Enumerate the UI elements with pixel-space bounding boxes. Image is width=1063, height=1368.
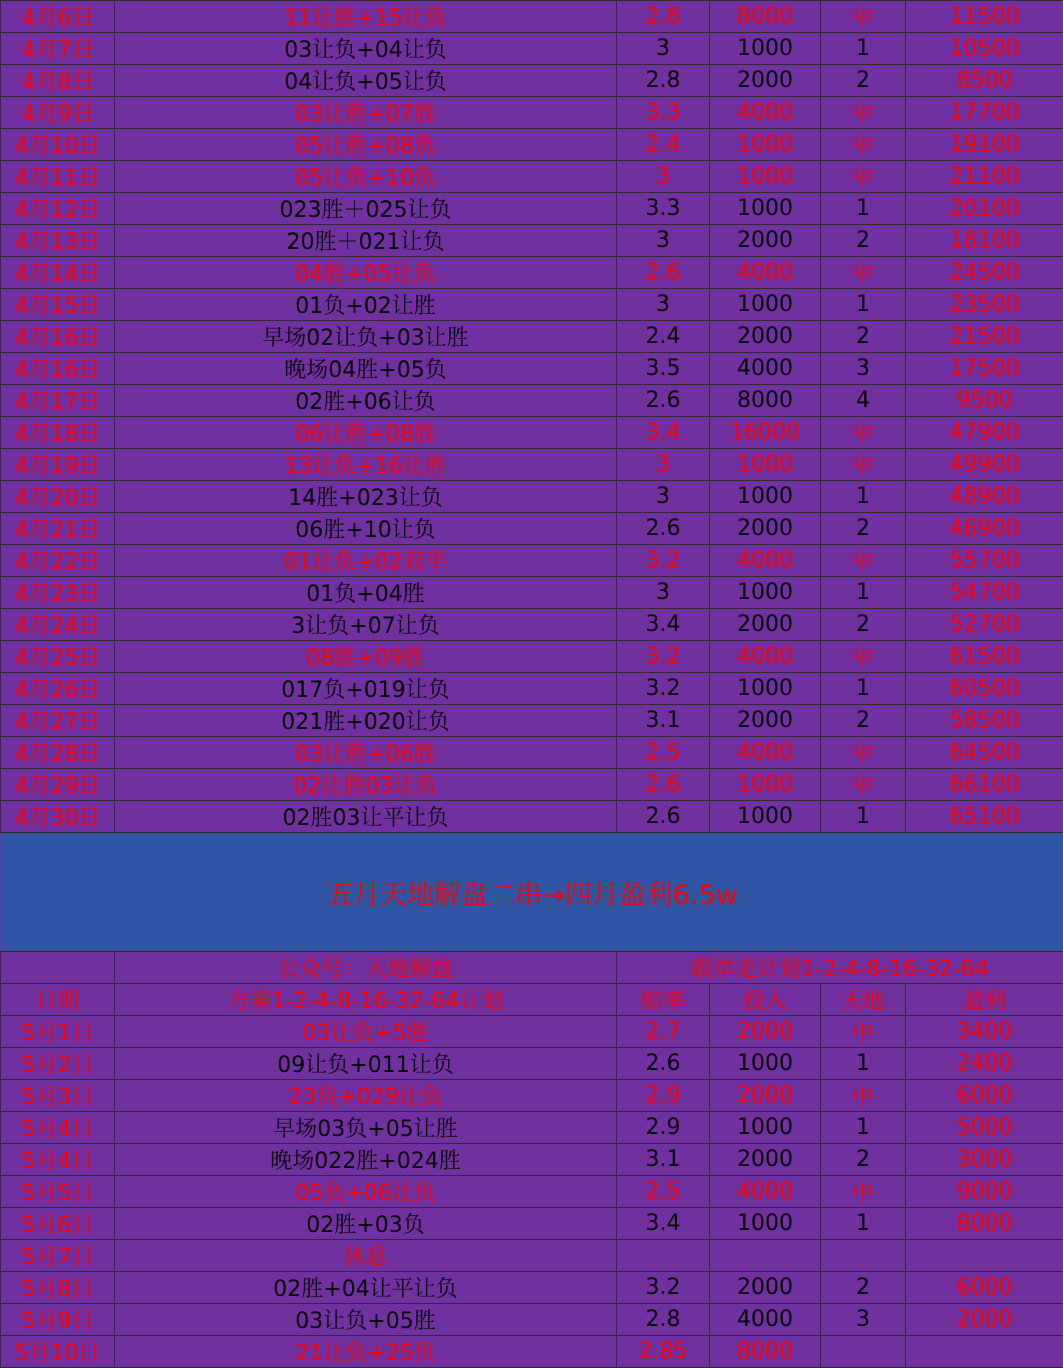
cell-profit: 8500 — [906, 65, 1063, 97]
cell-date: 5月9日 — [1, 1304, 115, 1336]
cell-profit: 20100 — [906, 193, 1063, 225]
cell-plan: 04让负+05让负 — [115, 65, 617, 97]
cell-plan: 017负+019让负 — [115, 673, 617, 705]
cell-date: 4月30日 — [1, 801, 115, 833]
cell-date: 4月23日 — [1, 577, 115, 609]
cell-profit: 9000 — [906, 1176, 1063, 1208]
cell-bet: 1000 — [710, 449, 821, 481]
cell-date: 4月16日 — [1, 321, 115, 353]
cell-date: 4月21日 — [1, 513, 115, 545]
cell-plan: 03让负+04让负 — [115, 33, 617, 65]
cell-bet: 1000 — [710, 289, 821, 321]
table-row — [1, 1048, 1063, 1080]
cell-odds: 2.4 — [617, 129, 710, 161]
cell-bet: 2000 — [710, 321, 821, 353]
header-plan: 方案1-2-4-8-16-32-64计划 — [115, 984, 617, 1016]
cell-plan: 02让胜03让负 — [115, 769, 617, 801]
cell-bet: 1000 — [710, 1048, 821, 1080]
cell-plan: 02胜03让平让负 — [115, 801, 617, 833]
table-row — [1, 513, 1063, 545]
cell-result — [821, 1336, 906, 1368]
header-row — [1, 984, 1063, 1016]
table-row — [1, 545, 1063, 577]
cell-date: 4月7日 — [1, 33, 115, 65]
table-row — [1, 1112, 1063, 1144]
cell-odds: 3.2 — [617, 673, 710, 705]
table-row — [1, 97, 1063, 129]
table-row — [1, 641, 1063, 673]
cell-bet: 8000 — [710, 1336, 821, 1368]
cell-bet: 4000 — [710, 97, 821, 129]
cell-odds: 3.4 — [617, 1208, 710, 1240]
cell-bet: 8000 — [710, 385, 821, 417]
cell-odds: 2.7 — [617, 1016, 710, 1048]
cell-odds: 3.4 — [617, 609, 710, 641]
cell-odds: 2.9 — [617, 1112, 710, 1144]
summary-banner: 五月天地解盘二串→四月盈利6.5w — [1, 833, 1063, 952]
cell-date: 4月11日 — [1, 161, 115, 193]
cell-result: 1 — [821, 33, 906, 65]
cell-bet: 1000 — [710, 193, 821, 225]
cell-date: 4月16日 — [1, 353, 115, 385]
cell-bet: 16000 — [710, 417, 821, 449]
follow-plan-label: 跟单走计划1-2-4-8-16-32-64 — [617, 952, 1063, 984]
table-row — [1, 705, 1063, 737]
cell-bet — [710, 1240, 821, 1272]
table-row — [1, 385, 1063, 417]
info-empty-cell — [1, 952, 115, 984]
cell-result: 1 — [821, 1048, 906, 1080]
cell-bet: 4000 — [710, 545, 821, 577]
cell-odds: 2.6 — [617, 257, 710, 289]
table-row — [1, 449, 1063, 481]
cell-result: 2 — [821, 321, 906, 353]
cell-profit: 3400 — [906, 1016, 1063, 1048]
cell-date: 5月2日 — [1, 1048, 115, 1080]
cell-profit: 21100 — [906, 161, 1063, 193]
cell-bet: 1000 — [710, 1208, 821, 1240]
cell-profit: 60500 — [906, 673, 1063, 705]
info-row — [1, 952, 1063, 984]
cell-result: 中 — [821, 1, 906, 33]
cell-date: 4月13日 — [1, 225, 115, 257]
cell-result: 1 — [821, 289, 906, 321]
cell-date: 4月29日 — [1, 769, 115, 801]
cell-result: 中 — [821, 1016, 906, 1048]
cell-odds: 3.3 — [617, 97, 710, 129]
header-date: 日期 — [1, 984, 115, 1016]
cell-odds: 3 — [617, 225, 710, 257]
cell-result: 2 — [821, 1272, 906, 1304]
table-row — [1, 321, 1063, 353]
cell-result: 1 — [821, 577, 906, 609]
cell-bet: 2000 — [710, 65, 821, 97]
cell-profit: 52700 — [906, 609, 1063, 641]
cell-date: 4月12日 — [1, 193, 115, 225]
cell-bet: 4000 — [710, 1304, 821, 1336]
cell-result: 中 — [821, 97, 906, 129]
cell-result: 3 — [821, 353, 906, 385]
cell-odds: 3 — [617, 289, 710, 321]
cell-date: 4月8日 — [1, 65, 115, 97]
table-row — [1, 481, 1063, 513]
cell-plan: 01负+04胜 — [115, 577, 617, 609]
cell-profit: 21500 — [906, 321, 1063, 353]
cell-profit: 54700 — [906, 577, 1063, 609]
cell-odds — [617, 1240, 710, 1272]
cell-plan: 03让胜+06胜 — [115, 737, 617, 769]
cell-date: 4月9日 — [1, 97, 115, 129]
cell-date: 5月4日 — [1, 1112, 115, 1144]
cell-bet: 1000 — [710, 769, 821, 801]
table-row — [1, 769, 1063, 801]
cell-plan: 023胜＋025让负 — [115, 193, 617, 225]
cell-plan: 晚场022胜+024胜 — [115, 1144, 617, 1176]
cell-bet: 2000 — [710, 705, 821, 737]
cell-odds: 3.5 — [617, 353, 710, 385]
cell-profit: 49900 — [906, 449, 1063, 481]
cell-bet: 2000 — [710, 225, 821, 257]
account-label: 公众号：天地解盘 — [115, 952, 617, 984]
cell-bet: 1000 — [710, 481, 821, 513]
cell-bet: 1000 — [710, 1112, 821, 1144]
cell-result: 4 — [821, 385, 906, 417]
cell-odds: 2.8 — [617, 65, 710, 97]
cell-odds: 3.2 — [617, 1272, 710, 1304]
cell-bet: 1000 — [710, 33, 821, 65]
cell-odds: 3 — [617, 33, 710, 65]
cell-date: 4月10日 — [1, 129, 115, 161]
cell-result: 中 — [821, 257, 906, 289]
cell-date: 4月19日 — [1, 449, 115, 481]
cell-odds: 3 — [617, 577, 710, 609]
cell-odds: 2.6 — [617, 1048, 710, 1080]
cell-plan: 休息 — [115, 1240, 617, 1272]
cell-plan: 21让负+25负 — [115, 1336, 617, 1368]
cell-date: 5月8日 — [1, 1272, 115, 1304]
cell-bet: 1000 — [710, 577, 821, 609]
header-bet: 投入 — [710, 984, 821, 1016]
cell-bet: 4000 — [710, 641, 821, 673]
cell-profit: 2400 — [906, 1048, 1063, 1080]
cell-result: 1 — [821, 193, 906, 225]
cell-plan: 03让胜+07胜 — [115, 97, 617, 129]
cell-profit: 58500 — [906, 705, 1063, 737]
cell-date: 5月4日 — [1, 1144, 115, 1176]
cell-bet: 2000 — [710, 1272, 821, 1304]
table-row — [1, 673, 1063, 705]
cell-bet: 2000 — [710, 609, 821, 641]
cell-result: 1 — [821, 801, 906, 833]
cell-result: 2 — [821, 225, 906, 257]
cell-date: 4月15日 — [1, 289, 115, 321]
cell-odds: 2.4 — [617, 321, 710, 353]
cell-bet: 1000 — [710, 161, 821, 193]
cell-profit: 18100 — [906, 225, 1063, 257]
cell-plan: 3让负+07让负 — [115, 609, 617, 641]
cell-profit: 23500 — [906, 289, 1063, 321]
cell-result — [821, 1240, 906, 1272]
cell-plan: 06让胜+08胜 — [115, 417, 617, 449]
cell-plan: 01负+02让胜 — [115, 289, 617, 321]
cell-result: 中 — [821, 161, 906, 193]
header-odds: 赔率 — [617, 984, 710, 1016]
cell-odds: 3 — [617, 161, 710, 193]
cell-bet: 2000 — [710, 513, 821, 545]
cell-plan: 03让负+5胜 — [115, 1016, 617, 1048]
cell-date: 4月22日 — [1, 545, 115, 577]
cell-profit: 6000 — [906, 1272, 1063, 1304]
table-row — [1, 129, 1063, 161]
summary-banner-row — [1, 833, 1063, 952]
cell-result: 中 — [821, 769, 906, 801]
cell-profit: 46900 — [906, 513, 1063, 545]
cell-profit: 10500 — [906, 33, 1063, 65]
cell-plan: 05让负+10负 — [115, 161, 617, 193]
cell-plan: 13让负+16让胜 — [115, 449, 617, 481]
cell-plan: 02胜+06让负 — [115, 385, 617, 417]
may-records — [1, 1016, 1063, 1368]
cell-date: 4月14日 — [1, 257, 115, 289]
table-row — [1, 1176, 1063, 1208]
cell-profit: 5000 — [906, 1112, 1063, 1144]
table-row — [1, 609, 1063, 641]
cell-plan: 02胜+03负 — [115, 1208, 617, 1240]
cell-profit: 24500 — [906, 257, 1063, 289]
cell-date: 4月26日 — [1, 673, 115, 705]
cell-date: 5月5日 — [1, 1176, 115, 1208]
cell-odds: 3.2 — [617, 545, 710, 577]
cell-odds: 2.9 — [617, 1080, 710, 1112]
cell-date: 5月1日 — [1, 1016, 115, 1048]
cell-bet: 4000 — [710, 1176, 821, 1208]
cell-odds: 3.2 — [617, 641, 710, 673]
cell-profit: 3000 — [906, 1144, 1063, 1176]
table-row — [1, 289, 1063, 321]
cell-odds: 2.6 — [617, 769, 710, 801]
cell-plan: 01让负+02双平 — [115, 545, 617, 577]
cell-result: 中 — [821, 129, 906, 161]
cell-odds: 3 — [617, 449, 710, 481]
cell-result: 2 — [821, 513, 906, 545]
cell-date: 5月7日 — [1, 1240, 115, 1272]
cell-result: 中 — [821, 545, 906, 577]
cell-result: 1 — [821, 673, 906, 705]
cell-plan: 09让负+011让负 — [115, 1048, 617, 1080]
cell-odds: 3.1 — [617, 705, 710, 737]
cell-odds: 2.6 — [617, 385, 710, 417]
cell-plan: 早场02让负+03让胜 — [115, 321, 617, 353]
table-row — [1, 1144, 1063, 1176]
cell-bet: 4000 — [710, 737, 821, 769]
cell-result: 中 — [821, 737, 906, 769]
cell-date: 4月6日 — [1, 1, 115, 33]
cell-profit: 9500 — [906, 385, 1063, 417]
cell-profit: 47900 — [906, 417, 1063, 449]
cell-profit: 17500 — [906, 353, 1063, 385]
cell-profit: 55700 — [906, 545, 1063, 577]
cell-result: 中 — [821, 449, 906, 481]
cell-result: 2 — [821, 65, 906, 97]
table-row — [1, 1304, 1063, 1336]
cell-bet: 2000 — [710, 1016, 821, 1048]
cell-profit: 48900 — [906, 481, 1063, 513]
table-row — [1, 1208, 1063, 1240]
header-profit: 盈利 — [906, 984, 1063, 1016]
cell-bet: 1000 — [710, 801, 821, 833]
cell-result: 3 — [821, 1304, 906, 1336]
cell-bet: 1000 — [710, 673, 821, 705]
cell-plan: 14胜+023让负 — [115, 481, 617, 513]
cell-date: 5月6日 — [1, 1208, 115, 1240]
april-records — [1, 1, 1063, 833]
table-row — [1, 1240, 1063, 1272]
table-row — [1, 161, 1063, 193]
cell-date: 4月18日 — [1, 417, 115, 449]
cell-result: 2 — [821, 1144, 906, 1176]
cell-result: 2 — [821, 609, 906, 641]
cell-date: 4月24日 — [1, 609, 115, 641]
table-row — [1, 33, 1063, 65]
cell-plan: 021胜+020让负 — [115, 705, 617, 737]
table-row — [1, 1272, 1063, 1304]
cell-bet: 2000 — [710, 1080, 821, 1112]
table-row — [1, 257, 1063, 289]
cell-bet: 2000 — [710, 1144, 821, 1176]
cell-plan: 20胜＋021让负 — [115, 225, 617, 257]
cell-date: 4月28日 — [1, 737, 115, 769]
cell-profit: 65100 — [906, 801, 1063, 833]
cell-plan: 晚场04胜+05负 — [115, 353, 617, 385]
table-row — [1, 193, 1063, 225]
cell-date: 4月25日 — [1, 641, 115, 673]
table-row — [1, 1336, 1063, 1368]
cell-result: 1 — [821, 1208, 906, 1240]
cell-profit — [906, 1240, 1063, 1272]
cell-odds: 2.8 — [617, 1, 710, 33]
cell-odds: 2.5 — [617, 1176, 710, 1208]
cell-date: 4月17日 — [1, 385, 115, 417]
cell-result: 中 — [821, 1080, 906, 1112]
cell-profit — [906, 1336, 1063, 1368]
cell-plan: 05让胜+08负 — [115, 129, 617, 161]
table-row — [1, 801, 1063, 833]
cell-result: 1 — [821, 481, 906, 513]
cell-plan: 06胜+10让负 — [115, 513, 617, 545]
cell-plan: 早场03负+05让胜 — [115, 1112, 617, 1144]
table-row — [1, 1016, 1063, 1048]
cell-odds: 2.5 — [617, 737, 710, 769]
cell-date: 5月10日 — [1, 1336, 115, 1368]
cell-profit: 6000 — [906, 1080, 1063, 1112]
cell-odds: 2.8 — [617, 1304, 710, 1336]
cell-profit: 66100 — [906, 769, 1063, 801]
table-row — [1, 65, 1063, 97]
cell-profit: 8000 — [906, 1208, 1063, 1240]
table-row — [1, 1080, 1063, 1112]
cell-bet: 4000 — [710, 353, 821, 385]
table-row — [1, 1, 1063, 33]
cell-odds: 3.4 — [617, 417, 710, 449]
cell-plan: 05负+06让负 — [115, 1176, 617, 1208]
cell-profit: 11500 — [906, 1, 1063, 33]
cell-bet: 8000 — [710, 1, 821, 33]
cell-plan: 03让负+05胜 — [115, 1304, 617, 1336]
cell-plan: 08胜+09胜 — [115, 641, 617, 673]
cell-odds: 2.6 — [617, 513, 710, 545]
cell-odds: 3 — [617, 481, 710, 513]
cell-bet: 1000 — [710, 129, 821, 161]
cell-result: 1 — [821, 1112, 906, 1144]
cell-odds: 2.6 — [617, 801, 710, 833]
table-row — [1, 737, 1063, 769]
cell-profit: 2000 — [906, 1304, 1063, 1336]
table-row — [1, 353, 1063, 385]
cell-odds: 2.85 — [617, 1336, 710, 1368]
cell-profit: 17700 — [906, 97, 1063, 129]
cell-plan: 04胜+05让负 — [115, 257, 617, 289]
cell-profit: 61500 — [906, 641, 1063, 673]
table-row — [1, 225, 1063, 257]
cell-plan: 02胜+04让平让负 — [115, 1272, 617, 1304]
cell-bet: 4000 — [710, 257, 821, 289]
table-row — [1, 577, 1063, 609]
header-result: 天地 — [821, 984, 906, 1016]
cell-odds: 3.1 — [617, 1144, 710, 1176]
cell-profit: 19100 — [906, 129, 1063, 161]
cell-profit: 64500 — [906, 737, 1063, 769]
cell-result: 2 — [821, 705, 906, 737]
cell-date: 5月3日 — [1, 1080, 115, 1112]
cell-result: 中 — [821, 1176, 906, 1208]
cell-result: 中 — [821, 641, 906, 673]
table-row — [1, 417, 1063, 449]
cell-result: 中 — [821, 417, 906, 449]
cell-plan: 23负+029让负 — [115, 1080, 617, 1112]
cell-odds: 3.3 — [617, 193, 710, 225]
cell-date: 4月20日 — [1, 481, 115, 513]
cell-date: 4月27日 — [1, 705, 115, 737]
cell-plan: 11让胜+15让负 — [115, 1, 617, 33]
